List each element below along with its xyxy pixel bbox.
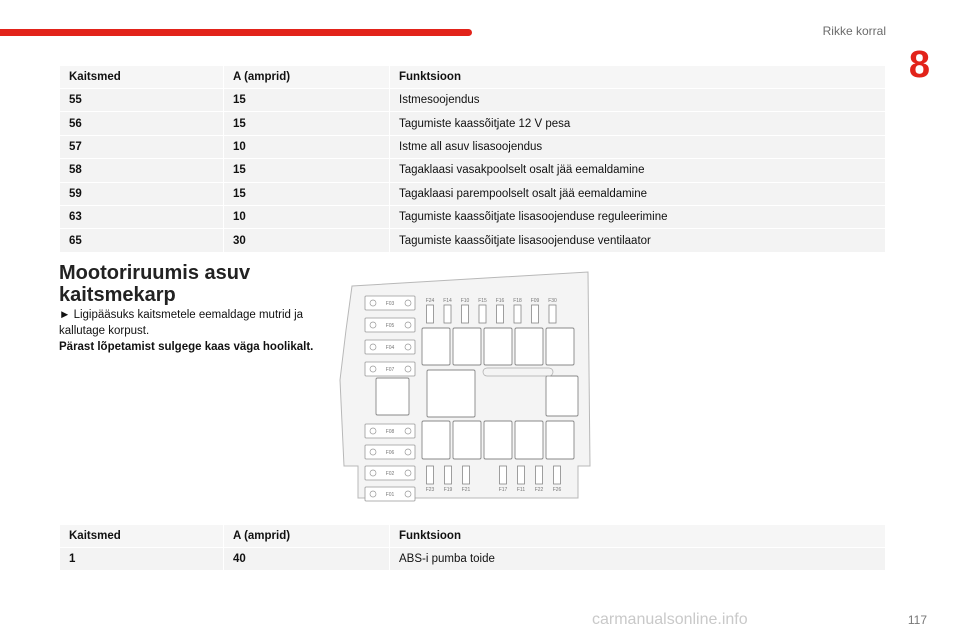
relay-block bbox=[453, 421, 481, 459]
table-row bbox=[60, 112, 886, 135]
fuse-box-diagram bbox=[338, 270, 600, 502]
section-title: Rikke korral bbox=[822, 24, 886, 38]
relay-block bbox=[422, 328, 450, 365]
fuse-amps: 15 bbox=[224, 112, 390, 135]
fuse-slot bbox=[549, 305, 556, 323]
fuse-function: Tagumiste kaassõitjate lisasoojenduse ventilaator bbox=[390, 229, 886, 252]
table-header-row bbox=[60, 66, 886, 89]
fuse-slot bbox=[427, 466, 434, 484]
fuse-function: Istmesoojendus bbox=[390, 89, 886, 112]
column-header-amps: A (amprid) bbox=[224, 66, 390, 89]
fuse-label: F07 bbox=[385, 367, 395, 373]
table-row bbox=[60, 135, 886, 158]
fuse-label: F09 bbox=[530, 298, 540, 304]
fuse-function: Tagaklaasi parempoolselt osalt jää eemaldamine bbox=[390, 182, 886, 205]
section-heading: Mootoriruumis asuv kaitsmekarp bbox=[59, 262, 251, 306]
instruction-note: Pärast lõpetamist sulgege kaas väga hoolikalt. bbox=[59, 341, 314, 353]
fuse-number: 57 bbox=[60, 135, 224, 158]
fuse-amps: 10 bbox=[224, 205, 390, 228]
fuse-slot bbox=[497, 305, 504, 323]
fuse-slot bbox=[500, 466, 507, 484]
relay-block bbox=[484, 421, 512, 459]
page-number: 117 bbox=[907, 613, 927, 627]
fuse-amps: 30 bbox=[224, 229, 390, 252]
fuse-label: F11 bbox=[516, 487, 526, 493]
fuse-label: F06 bbox=[385, 450, 395, 456]
fuse-number: 56 bbox=[60, 112, 224, 135]
column-header-fuses: Kaitsmed bbox=[60, 66, 224, 89]
table-header-row bbox=[60, 525, 886, 548]
fuse-label: F23 bbox=[425, 487, 435, 493]
header-red-bar bbox=[0, 29, 472, 36]
relay-block bbox=[546, 376, 578, 416]
fuse-slot bbox=[462, 305, 469, 323]
fuse-label: F05 bbox=[385, 323, 395, 329]
column-header-fuses: Kaitsmed bbox=[60, 525, 224, 548]
fuse-function: ABS-i pumba toide bbox=[390, 548, 886, 571]
fuse-function: Tagumiste kaassõitjate lisasoojenduse reguleerimine bbox=[390, 205, 886, 228]
relay-block bbox=[427, 370, 475, 417]
relay-block bbox=[546, 421, 574, 459]
table-row bbox=[60, 182, 886, 205]
fuse-number: 59 bbox=[60, 182, 224, 205]
fuse-function: Tagumiste kaassõitjate 12 V pesa bbox=[390, 112, 886, 135]
fuse-label: F30 bbox=[548, 298, 557, 304]
instruction-text bbox=[59, 307, 324, 355]
fuse-slot bbox=[463, 466, 470, 484]
fuse-label: F17 bbox=[498, 487, 508, 493]
fuse-slot bbox=[427, 305, 434, 323]
fuse-label: F19 bbox=[443, 487, 453, 493]
fuse-label: F22 bbox=[534, 487, 544, 493]
fuse-label: F02 bbox=[385, 471, 395, 477]
relay-block bbox=[546, 328, 574, 365]
table-row bbox=[60, 229, 886, 252]
relay-block bbox=[376, 378, 409, 415]
fuse-number: 58 bbox=[60, 159, 224, 182]
fuse-label: F10 bbox=[460, 298, 470, 304]
fuse-slot bbox=[479, 305, 486, 323]
column-header-function: Funktsioon bbox=[390, 66, 886, 89]
table-row bbox=[60, 205, 886, 228]
fuse-label: F24 bbox=[425, 298, 435, 304]
fuse-label: F04 bbox=[385, 345, 395, 351]
relay-block bbox=[484, 328, 512, 365]
fuse-label: F08 bbox=[385, 429, 395, 435]
fuse-label: F15 bbox=[478, 298, 487, 304]
watermark: carmanualsonline.info bbox=[592, 611, 748, 628]
relay-block bbox=[453, 328, 481, 365]
fuse-slot bbox=[514, 305, 521, 323]
fuse-label: F14 bbox=[443, 298, 452, 304]
table-row bbox=[60, 89, 886, 112]
fuse-slot bbox=[536, 466, 543, 484]
fuse-label: F26 bbox=[552, 487, 562, 493]
fuse-table-top bbox=[59, 65, 886, 253]
fuse-amps: 15 bbox=[224, 159, 390, 182]
fuse-label: F01 bbox=[385, 492, 395, 498]
fuse-function: Tagaklaasi vasakpoolselt osalt jää eemaldamine bbox=[390, 159, 886, 182]
chapter-number: 8 bbox=[908, 44, 930, 86]
fuse-slot bbox=[444, 305, 451, 323]
fuse-amps: 10 bbox=[224, 135, 390, 158]
table-row bbox=[60, 548, 886, 571]
column-header-function: Funktsioon bbox=[390, 525, 886, 548]
fuse-slot bbox=[445, 466, 452, 484]
fuse-function: Istme all asuv lisasoojendus bbox=[390, 135, 886, 158]
relay-block bbox=[515, 328, 543, 365]
fuse-number: 1 bbox=[60, 548, 224, 571]
fuse-label: F16 bbox=[495, 298, 505, 304]
table-row bbox=[60, 159, 886, 182]
fuse-table-bottom bbox=[59, 524, 886, 571]
fuse-number: 65 bbox=[60, 229, 224, 252]
fuse-number: 55 bbox=[60, 89, 224, 112]
fuse-label: F03 bbox=[385, 301, 395, 307]
fuse-amps: 40 bbox=[224, 548, 390, 571]
column-header-amps: A (amprid) bbox=[224, 525, 390, 548]
fuse-slot bbox=[532, 305, 539, 323]
relay-block bbox=[422, 421, 450, 459]
instruction-step: ► Ligipääsuks kaitsmetele eemaldage mutrid ja kallutage korpust. bbox=[59, 309, 304, 337]
fuse-amps: 15 bbox=[224, 182, 390, 205]
fuse-label: F21 bbox=[461, 487, 471, 493]
relay-block bbox=[515, 421, 543, 459]
fuse-label: F18 bbox=[513, 298, 522, 304]
fuse-slot bbox=[554, 466, 561, 484]
fuse-slot bbox=[518, 466, 525, 484]
fuse-amps: 15 bbox=[224, 89, 390, 112]
fuse-number: 63 bbox=[60, 205, 224, 228]
